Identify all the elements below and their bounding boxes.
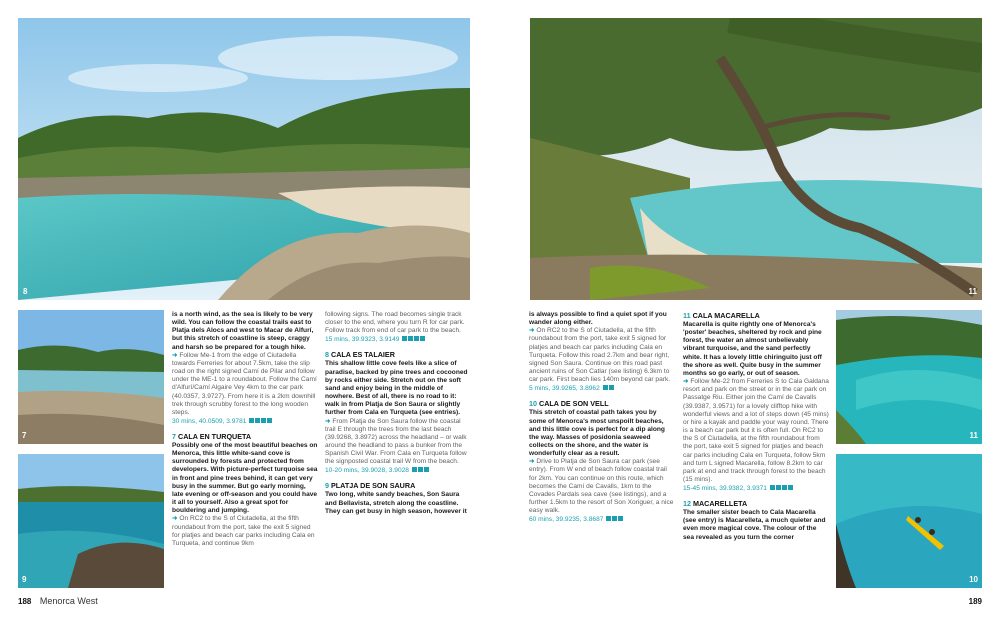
meta-info: 15-45 mins, 39.9382, 3.9371 xyxy=(683,484,767,492)
photo-number: 11 xyxy=(969,431,978,440)
text-column-3 xyxy=(529,311,675,524)
text-column-1 xyxy=(172,311,318,548)
section-heading: 8 CALA ES TALAIER xyxy=(325,350,395,360)
text-column-2 xyxy=(325,311,471,516)
text-column-4 xyxy=(683,311,829,542)
photo-7 xyxy=(18,310,164,444)
page-number: 189 xyxy=(968,597,982,606)
meta-info: 10-20 mins, 39.9028, 3.9028 xyxy=(325,467,409,475)
arrow-icon: ➜ xyxy=(529,327,535,335)
meta-info: 60 mins, 39.9235, 3.8687 xyxy=(529,516,604,524)
directions-text: On RC2 to the S of Ciutadella, at the fifth roundabout from the port, take exit 5 signed for platjes and beach car parks including Cala en Turqueta. Follow this road 2.7km and bear right, signed Son Saura. Continue on this road past ancient ruins of Son Catlar (see listing) 6.3km to car park. First beach lies 140m beyond car park. xyxy=(529,327,671,384)
section-heading: 11 CALA MACARELLA xyxy=(683,311,760,320)
photo-10 xyxy=(836,454,982,588)
facility-icons xyxy=(248,417,272,425)
facility-icons xyxy=(605,515,623,523)
directions-text: From Platja de Son Saura follow the coastal trail E through the trees from the last beach (39.9268, 3.8972) across the headland – or walk around the headland to pass a bunker from the Spanish Civil War. From Cala en Turqueta follow the signposted coastal trail W from the beach. xyxy=(325,417,467,466)
body-text: Macarella is quite rightly one of Menorca's 'poster' beaches, sheltered by rock and pine forest, the water an almost unbelievably vibrant turquoise, and the sand perfectly white. It has a lovely little chiringuito just off the shore as well. Quite busy in the summer months so go early, or out of season. xyxy=(683,321,822,377)
directions-text: Follow Me-1 from the edge of Ciutadella towards Ferreries for about 7.5km, take the slip road on the right signed Camí de Pilar and follow under the ME-1 to a roundabout. Follow the Camí d'Alfurí/Camí Algaire Vey 4km to the car park (40.0357, 3.9727). From here it is a 2km downhill trek through scrubby forest to the long wooden steps. xyxy=(172,351,317,416)
facility-icons xyxy=(401,335,425,343)
photo-number: 9 xyxy=(22,575,27,584)
directions-text: following signs. The road becomes single track closer to the end, where you turn R for car park. Follow track from end of car park to the beach. xyxy=(325,311,465,335)
section-heading: 9 PLATJA DE SON SAURA xyxy=(325,481,416,491)
photo-cala-macarella-tree xyxy=(530,18,982,300)
facility-icons xyxy=(602,384,614,392)
photo-number: 10 xyxy=(969,575,978,584)
footer-right xyxy=(969,596,982,606)
body-text: Two long, white sandy beaches, Son Saura and Bellavista, stretch along the coastline. They can get busy in high season, however it xyxy=(325,491,467,515)
section-heading: 12 MACARELLETA xyxy=(683,499,748,509)
body-text: is always possible to find a quiet spot if you wander along either. xyxy=(529,311,667,327)
arrow-icon: ➜ xyxy=(683,378,689,386)
meta-info: 15 mins, 39.9323, 3.9149 xyxy=(325,336,400,344)
arrow-icon: ➜ xyxy=(172,351,178,359)
body-text: This shallow little cove feels like a slice of paradise, backed by pine trees and cocooned by rocks either side. Stretch out on the soft sand and enjoy being in the middle of nowhere. Best of all, there is no road to it: walk in from Platja de Son Saura or slightly further from Cala en Turqueta (see entries). xyxy=(325,360,468,417)
photo-number: 7 xyxy=(22,431,27,440)
body-text: This stretch of coastal path takes you by some of Menorca's most unspoilt beaches, and this little cove is perfect for a dip along the way. Masses of posidonia seaweed collects on the shore, and the water is wonderfully clear as a result. xyxy=(529,409,665,458)
body-text: The smaller sister beach to Cala Macarella (see entry) is Macarelleta, a much quieter and even more magical cove. The colour of the sea revealed as you turn the corner xyxy=(683,509,826,541)
arrow-icon: ➜ xyxy=(529,458,535,466)
body-text: is a north wind, as the sea is likely to be very wild. You can follow the coastal trails east to Platja dels Alocs and west to Macar de Alfurí, but this stretch of coastline is steep, craggy and harsh so be prepared for a tough hike. xyxy=(172,311,314,351)
body-text: Possibly one of the most beautiful beaches on Menorca, this little white-sand cove is surrounded by forests and protected from developers. With picture-perfect turquoise sea in front and pine trees behind, it can get very busy in the summer. But go early morning, late evening or off-season and you could have it all to yourself. Also a great spot for bouldering and jumping. xyxy=(172,442,318,515)
facility-icons xyxy=(411,466,429,474)
directions-text: On RC2 to the S of Ciutadella, at the fifth roundabout from the port, take the exit 5 signed for platjes and beach car parks including Cala en Turqueta, and continue 9km xyxy=(172,515,315,547)
section-heading: 7 CALA EN TURQUETA xyxy=(172,432,252,442)
directions-text: Drive to Platja de Son Saura car park (see entry). From W end of beach follow coastal trail for 2km. You can continue on this route, which becomes the Camí de Cavalls, 1km to the Covades Pardals sea cave (see listings), and a further 1.5km to the resort of Son Xoriguer, a nice easy walk. xyxy=(529,458,674,515)
photo-9 xyxy=(18,454,164,588)
footer-left xyxy=(18,596,98,606)
meta-info: 5 mins, 39.9265, 3.8962 xyxy=(529,385,600,393)
photo-cove-8 xyxy=(18,18,470,300)
page-number: 188 xyxy=(18,597,32,606)
section-heading: 10 CALA DE SON VELL xyxy=(529,399,609,409)
photo-number: 8 xyxy=(23,287,28,296)
facility-icons xyxy=(769,484,793,492)
photo-number: 11 xyxy=(968,287,977,296)
meta-info: 30 mins, 40.0509, 3.9781 xyxy=(172,417,247,425)
arrow-icon: ➜ xyxy=(172,515,178,523)
section-name: Menorca West xyxy=(39,596,98,606)
photo-11 xyxy=(836,310,982,444)
arrow-icon: ➜ xyxy=(325,417,331,425)
directions-text: Follow Me-22 from Ferreries S to Cala Galdana resort and park on the street or in the car park on Passatge Riu. Either join the Camí de Cavalls (39.9387, 3.9571) for a lovely clifftop hike with wonderful views and a lot of steps down (45 mins) or hire a kayak and paddle your way round. There is a beach car park but it is often full. On RC2 to the S of Ciutadella, at the fifth roundabout from the port, take exit 5 signed for platjes and beach car parks including Cala en Turqueta, follow 5km and turn L signed Macarella, follow 8.2km to car park at end and track through forest to the beach (15 mins). xyxy=(683,378,829,483)
